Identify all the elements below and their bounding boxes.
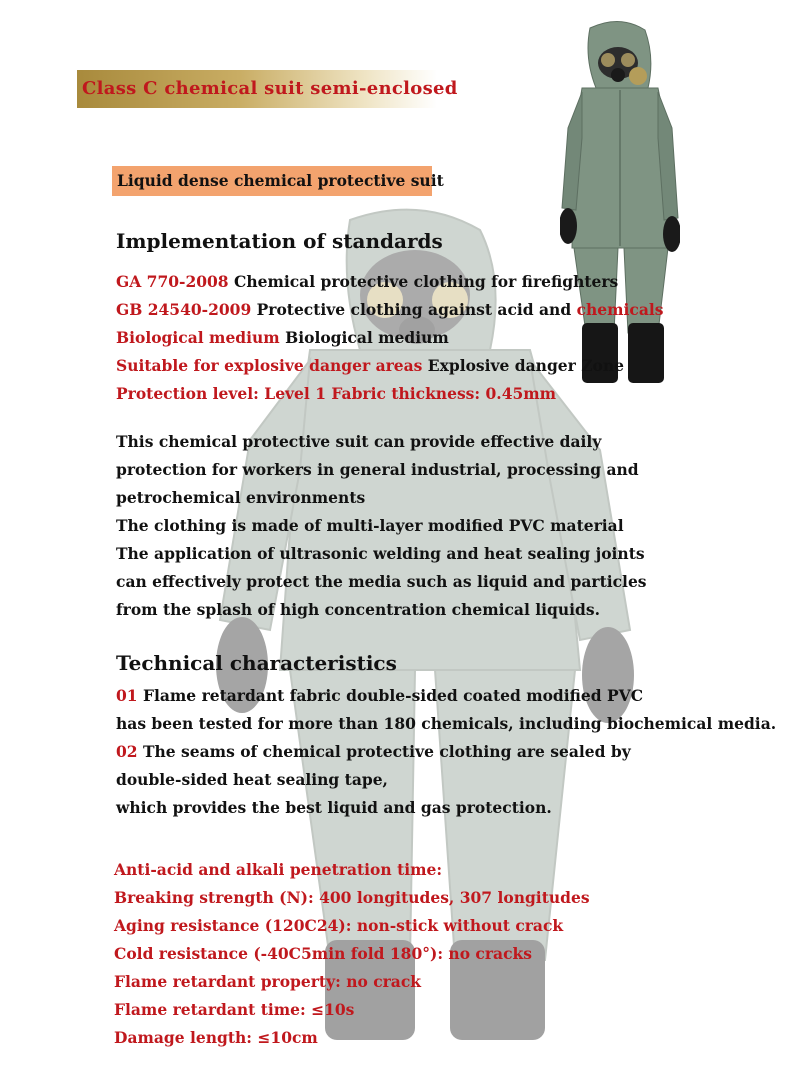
standard-item [116,384,556,403]
technical-heading: Technical characteristics [116,651,397,675]
technical-text: The seams of chemical protective clothing are sealed by [137,742,631,761]
description-line: from the splash of high concentration chemical liquids. [116,600,600,619]
spec-line: Breaking strength (N): 400 longitudes, 307 longitudes [114,888,590,907]
technical-line: which provides the best liquid and gas protection. [116,798,552,817]
standard-code: GB 24540-2009 [116,300,252,319]
standard-text: Protective clothing against acid and [251,300,577,319]
description-line: can effectively protect the media such as liquid and particles [116,572,647,591]
spec-line: Cold resistance (-40C5min fold 180°): no cracks [114,944,532,963]
standard-item [116,272,618,291]
standard-item [116,356,624,375]
standard-code: Suitable for explosive danger areas [116,356,423,375]
sub-banner-text: Liquid dense chemical protective suit [117,171,444,190]
technical-line: has been tested for more than 180 chemicals, including biochemical media. [116,714,777,733]
standard-code: Biological medium [116,328,280,347]
description-line: The clothing is made of multi-layer modified PVC material [116,516,624,535]
standard-text: Explosive danger Zone [422,356,624,375]
standard-text: Chemical protective clothing for firefighters [228,272,619,291]
title-banner-text: Class C chemical suit semi-enclosed [82,78,458,99]
description-line: The application of ultrasonic welding and heat sealing joints [116,544,645,563]
technical-line [116,686,643,705]
technical-line: double-sided heat sealing tape, [116,770,388,789]
suit-figure-image [560,18,680,388]
description-line: This chemical protective suit can provide effective daily [116,432,602,451]
spec-line: Flame retardant time: ≤10s [114,1000,355,1019]
description-line: petrochemical environments [116,488,366,507]
standard-text: Biological medium [279,328,449,347]
technical-num: 01 [116,686,138,705]
standard-item [116,300,664,319]
spec-line: Damage length: ≤10cm [114,1028,318,1047]
spec-line: Flame retardant property: no crack [114,972,422,991]
technical-line [116,742,631,761]
standards-heading: Implementation of standards [116,229,443,253]
technical-num: 02 [116,742,138,761]
standard-code: Protection level: Level 1 Fabric thickness: 0.45mm [116,384,557,403]
spec-line: Anti-acid and alkali penetration time: [114,860,443,879]
description-line: protection for workers in general industrial, processing and [116,460,639,479]
standard-tail: chemicals [576,300,664,319]
technical-text: Flame retardant fabric double-sided coated modified PVC [137,686,644,705]
standard-code: GA 770-2008 [116,272,229,291]
standard-item [116,328,449,347]
spec-line: Aging resistance (120C24): non-stick without crack [114,916,564,935]
